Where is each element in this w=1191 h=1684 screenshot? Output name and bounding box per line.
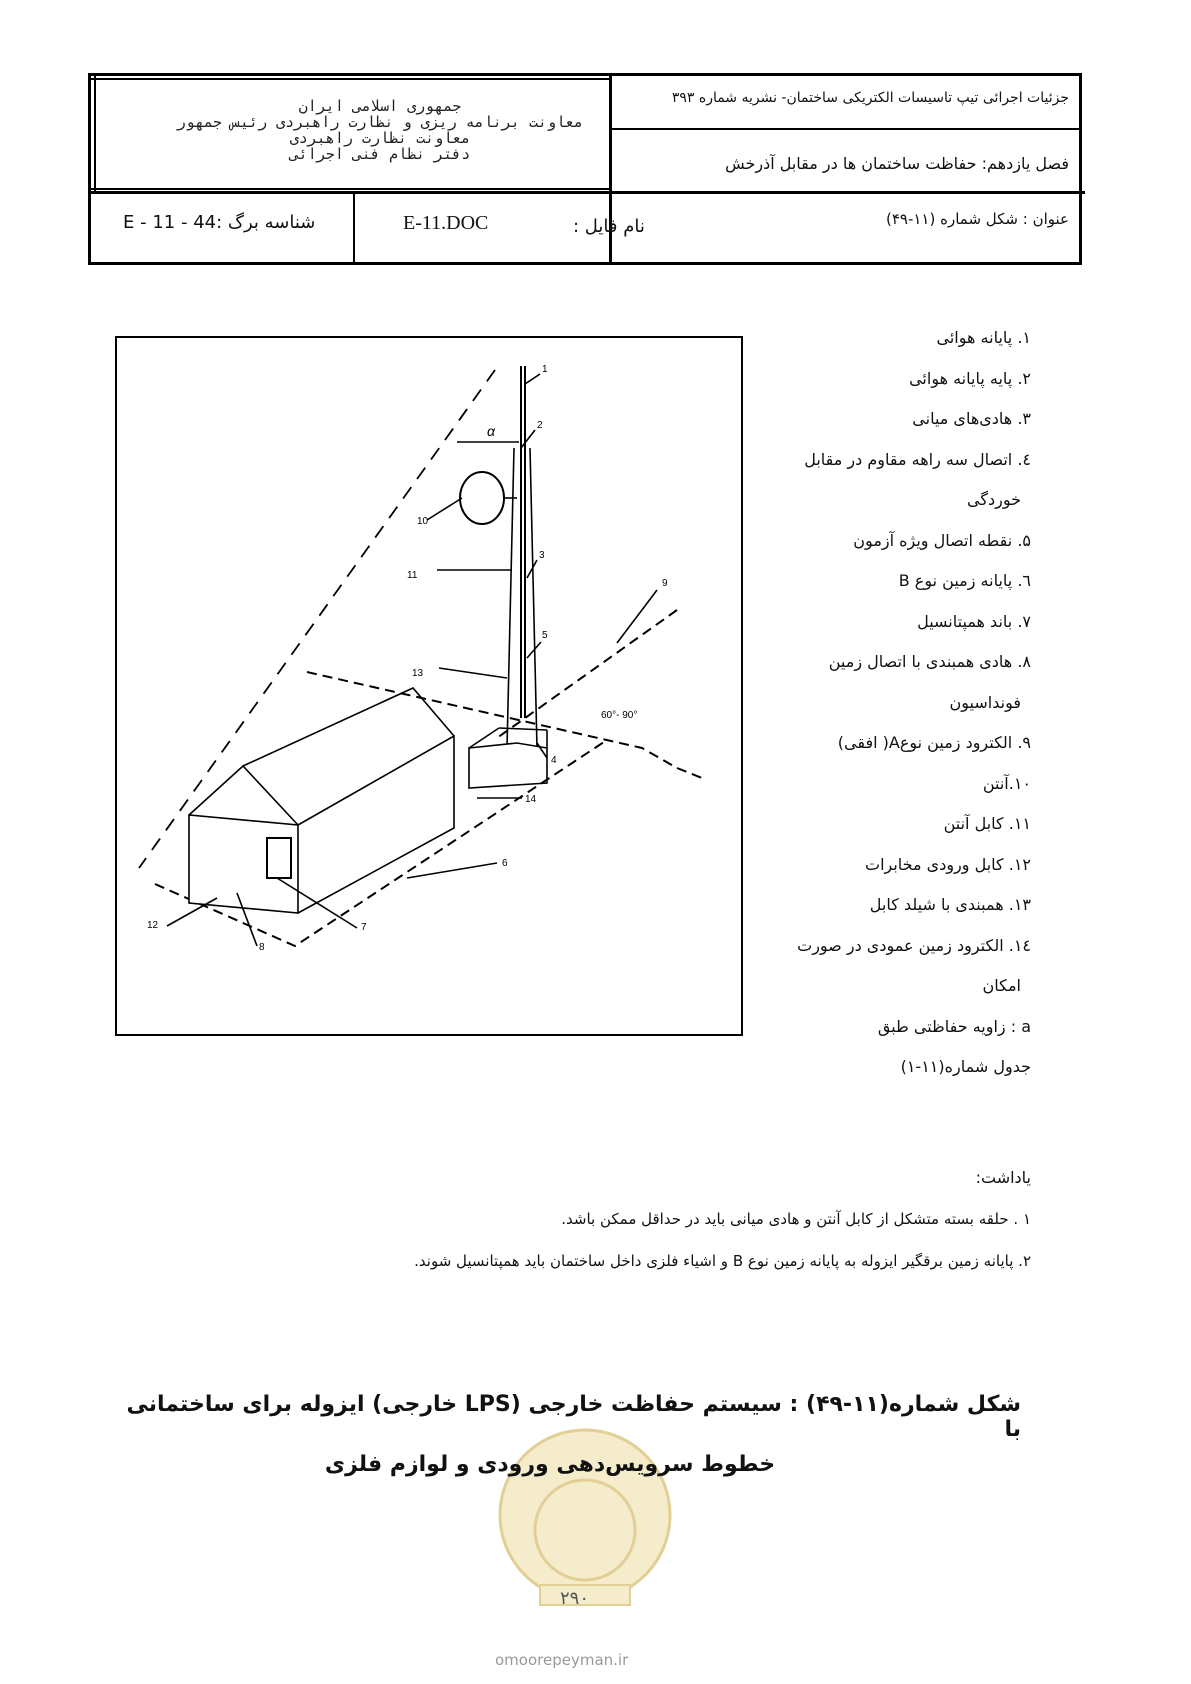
legend-item: ۱۲. کابل ورودی مخابرات [865, 854, 1031, 874]
note-item: ۲. پایانه زمین برقگیر ایزوله به پایانه زمین نوع B و اشیاء فلزی داخل ساختمان باید همپتانسیل شوند. [414, 1252, 1031, 1270]
legend-item: ۱۰.آنتن [982, 773, 1031, 793]
divider [91, 191, 1085, 194]
callout-label: 7 [361, 922, 367, 933]
callout-label: 8 [259, 942, 265, 953]
org-line: دفتر نظام فنی اجرائی [289, 145, 471, 163]
legend-item: ۹. الکترود زمین نوعA( افقی) [837, 733, 1031, 752]
org-line: معاونت برنامه ریزی و نظارت راهبردی رئیس جمهور [176, 113, 584, 131]
callout-label: 2 [537, 420, 543, 431]
legend-item-continuation: خوردگی [967, 490, 1021, 509]
antenna-icon [460, 472, 504, 524]
angle-symbol: α [487, 423, 495, 439]
organization-block [113, 98, 647, 162]
callout-label: 13 [412, 668, 424, 679]
callout-label: 6 [502, 858, 508, 869]
equipment-box [267, 838, 291, 878]
org-line: جمهوری اسلامی ایران [298, 97, 462, 115]
divider [91, 188, 609, 190]
leader-line [617, 590, 657, 643]
legend-item: ۷. باند همپتانسیل [917, 611, 1031, 631]
legend-item: ۱. پایانه هوائی [936, 328, 1031, 347]
legend-item: ٤. اتصال سه راهه مقاوم در مقابل [804, 449, 1031, 469]
callout-label: 10 [417, 516, 429, 527]
callout-label: 11 [407, 570, 418, 581]
figure-caption: شکل شماره(۱۱-۴۹) : سیستم حفاظت خارجی (LPS خارجی) ایزوله برای ساختمانی با [126, 1392, 1021, 1442]
leader-line [439, 668, 507, 678]
divider [94, 76, 96, 191]
mast [530, 448, 537, 748]
legend-item: ۱۳. همبندی با شیلد کابل [869, 895, 1031, 914]
callout-label: 1 [542, 364, 548, 375]
leader-line [407, 863, 497, 878]
earth-electrode-type-a [677, 768, 702, 778]
mast-foundation [469, 743, 547, 788]
leader-line [427, 498, 462, 520]
callout-label: 5 [542, 630, 548, 641]
callout-label: 14 [525, 794, 537, 805]
file-name-value: E-11.DOC [403, 212, 489, 234]
org-line: معاونت نظارت راهبردی [289, 129, 471, 147]
publication-title: جزئیات اجرائی تیپ تاسیسات الکتریکی ساختمان- نشریه شماره ۳۹۳ [671, 90, 1069, 106]
callout-label: 3 [539, 550, 545, 561]
divider [91, 78, 609, 80]
figure-title: عنوان : شکل شماره (۱۱-۴۹) [885, 210, 1069, 228]
legend-item: ۱۱. کابل آنتن [943, 814, 1031, 833]
lps-drawing [117, 338, 745, 1038]
protection-boundary-line [139, 370, 495, 868]
page-number: ۲۹۰ [560, 1588, 590, 1609]
legend-list [741, 318, 1031, 1088]
mast [507, 448, 514, 748]
watermark-url: omoorepeyman.ir [495, 1651, 629, 1669]
legend-item-continuation: فونداسیون [949, 692, 1021, 712]
mast-foundation [499, 728, 547, 730]
angle-range-label: 60°- 90° [601, 710, 638, 721]
watermark-seal-icon [485, 1420, 685, 1610]
leader-line [525, 374, 540, 384]
divider [612, 128, 1082, 130]
header-table [88, 73, 1082, 265]
note-item: ۱ . حلقه بسته متشکل از کابل آنتن و هادی میانی باید در حداقل ممکن باشد. [561, 1210, 1031, 1228]
notes-title: یاداشت: [975, 1168, 1031, 1187]
legend-item: ۲. پایه پایانه هوائی [909, 368, 1031, 388]
callout-label: 4 [551, 755, 557, 766]
legend-item: جدول شماره(۱۱-۱) [900, 1057, 1031, 1076]
callout-label: 12 [147, 920, 159, 931]
legend-item: ۸. هادی همبندی با اتصال زمین [828, 652, 1031, 671]
legend-item-continuation: امکان [982, 976, 1021, 995]
building-front [298, 736, 454, 913]
figure-caption: خطوط سرویس‌دهی ورودی و لوازم فلزی [324, 1452, 776, 1477]
legend-item: ٦. پایانه زمین نوع B [898, 571, 1031, 590]
lps-diagram [115, 336, 743, 1036]
file-name-label: نام فایل : [573, 216, 645, 237]
divider [353, 191, 355, 265]
callout-label: 9 [662, 578, 668, 589]
leader-line [521, 430, 535, 448]
legend-item: ۵. نقطه اتصال ویژه آزمون [853, 530, 1031, 550]
legend-item: a : زاویه حفاظتی طبق [877, 1016, 1031, 1036]
sheet-id: شناسه برگ :44 - 11 - E [123, 212, 316, 233]
chapter-title: فصل یازدهم: حفاظت ساختمان ها در مقابل آذرخش [725, 154, 1069, 173]
legend-item: ۳. هادی‌های میانی [912, 409, 1031, 428]
legend-item: ١٤. الکترود زمین عمودی در صورت [797, 935, 1031, 955]
